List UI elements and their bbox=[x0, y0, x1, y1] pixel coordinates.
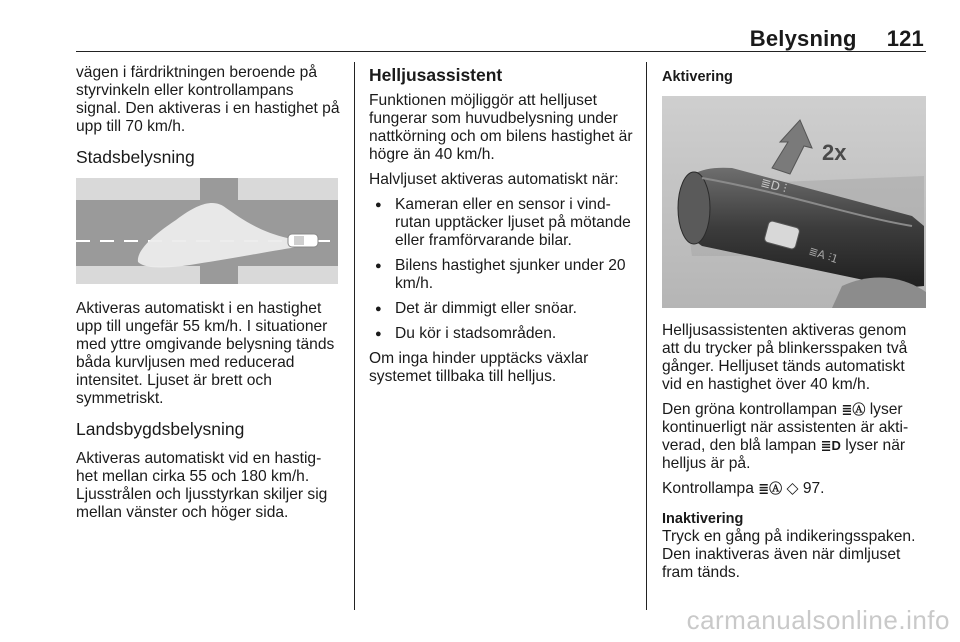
heading-city-lighting: Stadsbelysning bbox=[76, 147, 195, 167]
return-to-high-beam-text: Om inga hinder upptäcks växlar systemet tillbaka till helljus. bbox=[369, 350, 589, 385]
heading-high-beam-assist: Helljusassistent bbox=[369, 65, 503, 85]
watermark: carmanualsonline.info bbox=[686, 605, 950, 635]
condition-list bbox=[369, 196, 635, 343]
list-item: ● Kameran eller en sensor i vind-rutan upptäcker ljuset på mötande eller framförvarande bilar. bbox=[369, 196, 635, 250]
press-count-label: 2x bbox=[822, 140, 847, 165]
city-lighting-text: Aktiveras automatiskt i en hastighet upp till ungefär 55 km/h. I situationer med yttre omgivande belysning tänds båda kurvljusen med reducerad intensitet. Ljuset är brett och symmetriskt. bbox=[76, 300, 335, 407]
city-lighting-illustration bbox=[76, 178, 342, 284]
heading-country-lighting: Landsbygdsbelysning bbox=[76, 419, 245, 439]
country-lighting-text: Aktiveras automatiskt vid en hastig-het mellan cirka 55 och 180 km/h. Ljusstrålen och ljusstyrkan skiljer sig mellan vänster och höger sida. bbox=[76, 450, 328, 521]
page-reference-number[interactable]: 97. bbox=[802, 480, 825, 497]
list-item: ● Det är dimmigt eller snöar. bbox=[369, 300, 635, 318]
lever-illustration bbox=[662, 96, 928, 308]
deactivation-text: Tryck en gång på indikeringsspaken. Den inaktiveras även när dimljuset fram tänds. bbox=[662, 528, 916, 581]
column-3 bbox=[662, 64, 928, 589]
control-lamp-reference: Kontrollampa ≣Ⓐ ◇ 97. bbox=[662, 480, 825, 497]
header-rule bbox=[76, 51, 926, 52]
column-divider-1 bbox=[354, 62, 355, 610]
list-item: ● Du kör i stadsområden. bbox=[369, 325, 635, 343]
chapter-title: Belysning bbox=[749, 26, 857, 51]
high-beam-assist-icon: ≣Ⓐ bbox=[758, 481, 783, 496]
activation-text: Helljusassistenten aktiveras genom att du trycker på blinkersspaken två gånger. Helljuset tänds automatiskt vid en hastighet över 40 km/h. bbox=[662, 322, 908, 393]
column-1 bbox=[76, 64, 342, 529]
heading-activation: Aktivering bbox=[662, 69, 733, 85]
road-illustration-svg bbox=[76, 178, 338, 284]
heading-deactivation: Inaktivering bbox=[662, 511, 744, 527]
intro-paragraph: vägen i färdriktningen beroende på styrvinkeln eller kontrollampans signal. Den aktiveras i en hastighet på upp till 70 km/h. bbox=[76, 64, 340, 135]
page-number: 121 bbox=[886, 26, 924, 51]
high-beam-icon: ≣D bbox=[820, 438, 841, 453]
list-item: ● Bilens hastighet sjunker under 20 km/h. bbox=[369, 257, 635, 293]
low-beam-condition-intro: Halvljuset aktiveras automatiskt när: bbox=[369, 171, 619, 188]
indicator-lamp-text: Den gröna kontrollampan ≣Ⓐ lyser kontinuerligt när assistenten är akti-verad, den blå lampan ≣D lyser när helljus är på. bbox=[662, 401, 909, 472]
turn-signal-lever-svg bbox=[662, 96, 926, 308]
svg-text:≣A ⫶1: ≣A ⫶1 bbox=[807, 244, 840, 267]
page-header bbox=[750, 26, 924, 52]
page-reference-icon[interactable]: ◇ bbox=[786, 480, 799, 497]
svg-text:≣D ⫶: ≣D ⫶ bbox=[759, 175, 789, 196]
column-divider-2 bbox=[646, 62, 647, 610]
assist-description: Funktionen möjliggör att helljuset fungerar som huvudbelysning under nattkörning och om bilens hastighet är högre än 40 km/h. bbox=[369, 92, 633, 163]
high-beam-assist-icon: ≣Ⓐ bbox=[841, 402, 866, 417]
column-2 bbox=[369, 64, 635, 393]
